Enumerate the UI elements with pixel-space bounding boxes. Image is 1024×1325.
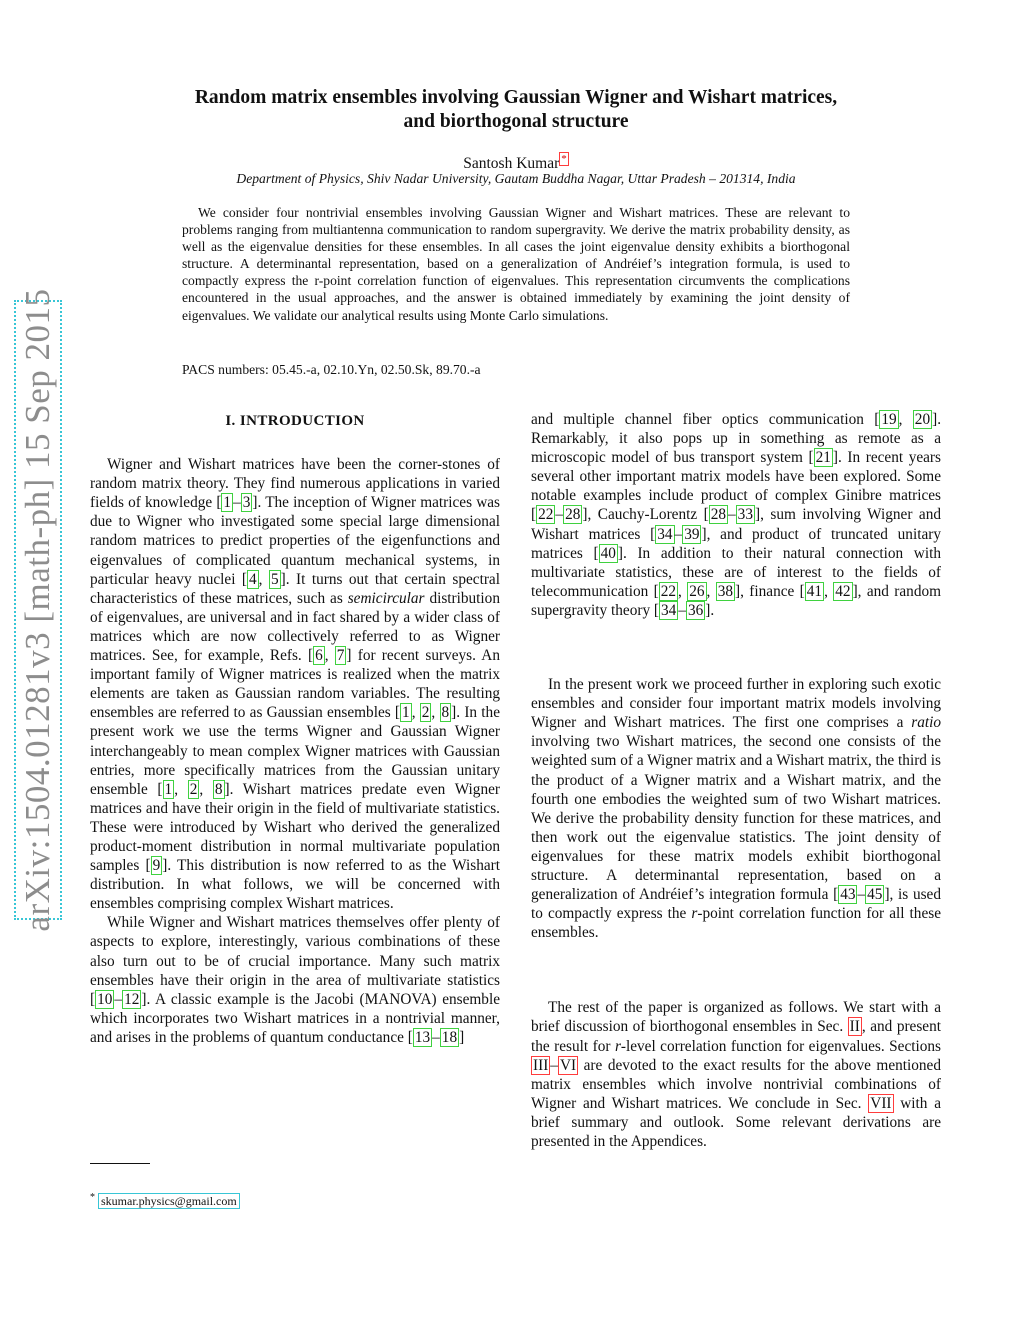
citation-link[interactable]: 1 <box>223 494 232 512</box>
citation-link[interactable]: 36 <box>687 601 704 619</box>
citation-link[interactable]: 34 <box>657 525 673 543</box>
citation-link[interactable]: 1 <box>402 704 410 722</box>
citation-link[interactable]: 12 <box>124 990 140 1008</box>
footnote <box>90 1192 490 1209</box>
section-link[interactable]: II <box>849 1018 860 1036</box>
citation-link[interactable]: 39 <box>684 525 700 543</box>
citation-link[interactable]: 2 <box>421 704 430 722</box>
footnote-rule <box>90 1163 150 1164</box>
affiliation: Department of Physics, Shiv Nadar University, Gautam Buddha Nagar, Uttar Pradesh – 201314, India <box>236 171 796 186</box>
footnote-mark: * <box>90 1192 95 1203</box>
citation-link[interactable]: 7 <box>336 647 345 665</box>
left-column <box>90 410 500 1047</box>
arxiv-stamp-text: arXiv:1504.01281v3 [math-ph] 15 Sep 2015 <box>18 288 57 932</box>
section-link[interactable]: VI <box>559 1056 577 1074</box>
citation-link[interactable]: 45 <box>867 886 883 904</box>
intro-paragraph-4: The rest of the paper is organized as follows. We start with a brief discussion of biorthogonal ensembles in Sec. II , and present the result for r-level correlation function for eigenvalues. Sections III – VI are devoted to the exact results for the above mentioned matrix ensembles which involve nontrivial combinations of Wigner and Wishart matrices. We conclude in Sec. VII with a brief summary and outlook. Some relevant derivations are presented in the Appendices. <box>531 999 942 1150</box>
section-link[interactable]: III <box>533 1056 549 1074</box>
paper-title <box>90 86 942 134</box>
citation-link[interactable]: 22 <box>538 506 554 524</box>
intro-paragraph-3: In the present work we proceed further in exploring such exotic ensembles and consider four important matrix models involving Wigner and Wishart matrices. The first one comprises a ratio involving two Wishart matrices, the second one consists of the weighted sum of a Wigner matrix and a Wishart matrix, the third is the product of a Wigner matrix and a Wishart matrix, and the fourth one embodies the weighted sum of two Wishart matrices. We derive the probability density function for these matrices, and then work out the eigenvalue statistics. The joint density of eigenvalues for these matrix models exhibit biorthogonal structure. A determinantal representation, based on a generalization of Andréief’s integration formula [ 43 – 45 ], is used to compactly express the r-point correlation function for all these ensembles. <box>531 676 941 942</box>
arxiv-stamp[interactable] <box>14 288 62 932</box>
intro-paragraph-2-continued: and multiple channel fiber optics communication [ 19 , 20 ]. Remarkably, it also pops up in something as remote as a microscopic model of bus transport system [ 21 ]. In recent years several other important matrix models have been explored. Some notable examples include product of complex Ginibre matrices [ 22 – 28 ], Cauchy-Lorentz [ 28 – 33 ], sum involving Wigner and Wishart matrices [ 34 – 39 ], and product of truncated unitary matrices [ 40 ]. In addition to their natural connection with multivariate statistics, these are of interest to the fields of telecommunication [ 22 , 26 , 38 ], finance [ 41 , 42 ], and random supergravity theory [ 34 – 36 ]. <box>531 411 942 619</box>
abstract: We consider four nontrivial ensembles involving Gaussian Wigner and Wishart matrices. These are relevant to problems ranging from multiantenna communication to random supergravity. We derive the matrix probability density, as well as the eigenvalue densities for these ensembles. In all cases the joint eigenvalue density exhibits a biorthogonal structure. A determinantal representation, based on a generalization of Andréief’s integration formula, is used to compactly express the r-point correlation function of eigenvalues. This representation circumvents the complications encountered in the usual approaches, and the answer is obtained immediately by examining the joint density of eigenvalues. We validate our analytical results using Monte Carlo simulations. <box>182 205 850 323</box>
citation-link[interactable]: 34 <box>661 601 677 619</box>
citation-link[interactable]: 18 <box>441 1028 458 1046</box>
citation-link[interactable]: 38 <box>717 582 733 600</box>
citation-link[interactable]: 3 <box>242 494 251 512</box>
citation-link[interactable]: 41 <box>806 582 823 600</box>
author-footnote-link[interactable]: * <box>561 153 567 165</box>
author-name: Santosh Kumar <box>463 155 560 173</box>
citation-link[interactable]: 33 <box>737 506 753 524</box>
right-column <box>531 410 941 1151</box>
citation-link[interactable]: 19 <box>881 411 897 428</box>
citation-link[interactable]: 20 <box>914 411 931 428</box>
author-line <box>90 150 942 173</box>
citation-link[interactable]: 28 <box>710 506 727 524</box>
author-email-link[interactable]: skumar.physics@gmail.com <box>98 1193 240 1209</box>
intro-paragraph-2: While Wigner and Wishart matrices themselves offer plenty of aspects to explore, interestingly, various combinations of these also turn out to be of crucial importance. Many such matrix ensembles have their origin in the area of multivariate statistics [ 10 – 12 ]. A classic example is the Jacobi (MANOVA) ensemble which incorporates two Wishart matrices in a nontrivial manner, and arises in the problems of quantum conductance [ 13 – 18 ] <box>90 914 500 1046</box>
citation-link[interactable]: 1 <box>164 780 173 798</box>
intro-paragraph-1: Wigner and Wishart matrices have been the corner-stones of random matrix theory. They find numerous applications in varied fields of knowledge [ 1 – 3 ]. The inception of Wigner matrices was due to Wigner who investigated some special large dimensional random matrices to predict properties of the eigenfunctions and eigenvalues of complicated quantum mechanical systems, in particular heavy nuclei [ 4 , 5 ]. It turns out that certain spectral characteristics of these matrices, such as semicircular distribution of eigenvalues, are universal and in fact shared by a wider class of matrices which are now collectively referred to as Wigner matrices. See, for example, Refs. [ 6 , 7 ] for recent surveys. An important family of Wigner matrices is realized when the matrix elements are taken as Gaussian random variables. The resulting ensembles are referred to as Gaussian ensembles [ 1 , 2 , 8 ]. In the present work we use the terms Wigner and Gaussian Wigner interchangeably to mean complex Wigner matrices with Gaussian entries, more specifically matrices from the Gaussian unitary ensemble [ 1 , 2 , 8 ]. Wishart matrices predate even Wigner matrices and have their origin in the field of multivariate statistics. These were introduced by Wishart who derived the generalized product-moment distribution in normal multivariate population samples [ 9 ]. This distribution is now referred to as the Wishart distribution. In what follows, we will be concerned with ensembles comprising complex Wishart matrices. <box>90 456 500 913</box>
citation-link[interactable]: 8 <box>441 704 450 722</box>
citation-link[interactable]: 28 <box>565 506 581 524</box>
citation-link[interactable]: 40 <box>600 544 616 562</box>
citation-link[interactable]: 21 <box>815 449 831 467</box>
citation-link[interactable]: 9 <box>152 857 161 875</box>
citation-link[interactable]: 42 <box>835 582 851 600</box>
citation-link[interactable]: 4 <box>249 570 257 588</box>
pacs-numbers: PACS numbers: 05.45.-a, 02.10.Yn, 02.50.Sk, 89.70.-a <box>182 362 481 377</box>
section-heading-introduction: I. INTRODUCTION <box>225 413 365 429</box>
citation-link[interactable]: 13 <box>414 1028 431 1046</box>
citation-link[interactable]: 26 <box>689 582 705 600</box>
citation-link[interactable]: 22 <box>660 582 676 600</box>
citation-link[interactable]: 6 <box>315 647 323 665</box>
citation-link[interactable]: 2 <box>189 780 198 798</box>
section-link[interactable]: VII <box>870 1094 892 1112</box>
citation-link[interactable]: 43 <box>840 886 856 904</box>
title-line-2: and biorthogonal structure <box>403 111 629 132</box>
citation-link[interactable]: 8 <box>214 780 223 798</box>
title-line-1: Random matrix ensembles involving Gaussian Wigner and Wishart matrices, <box>194 87 838 108</box>
citation-link[interactable]: 10 <box>97 990 113 1008</box>
citation-link[interactable]: 5 <box>270 570 279 588</box>
